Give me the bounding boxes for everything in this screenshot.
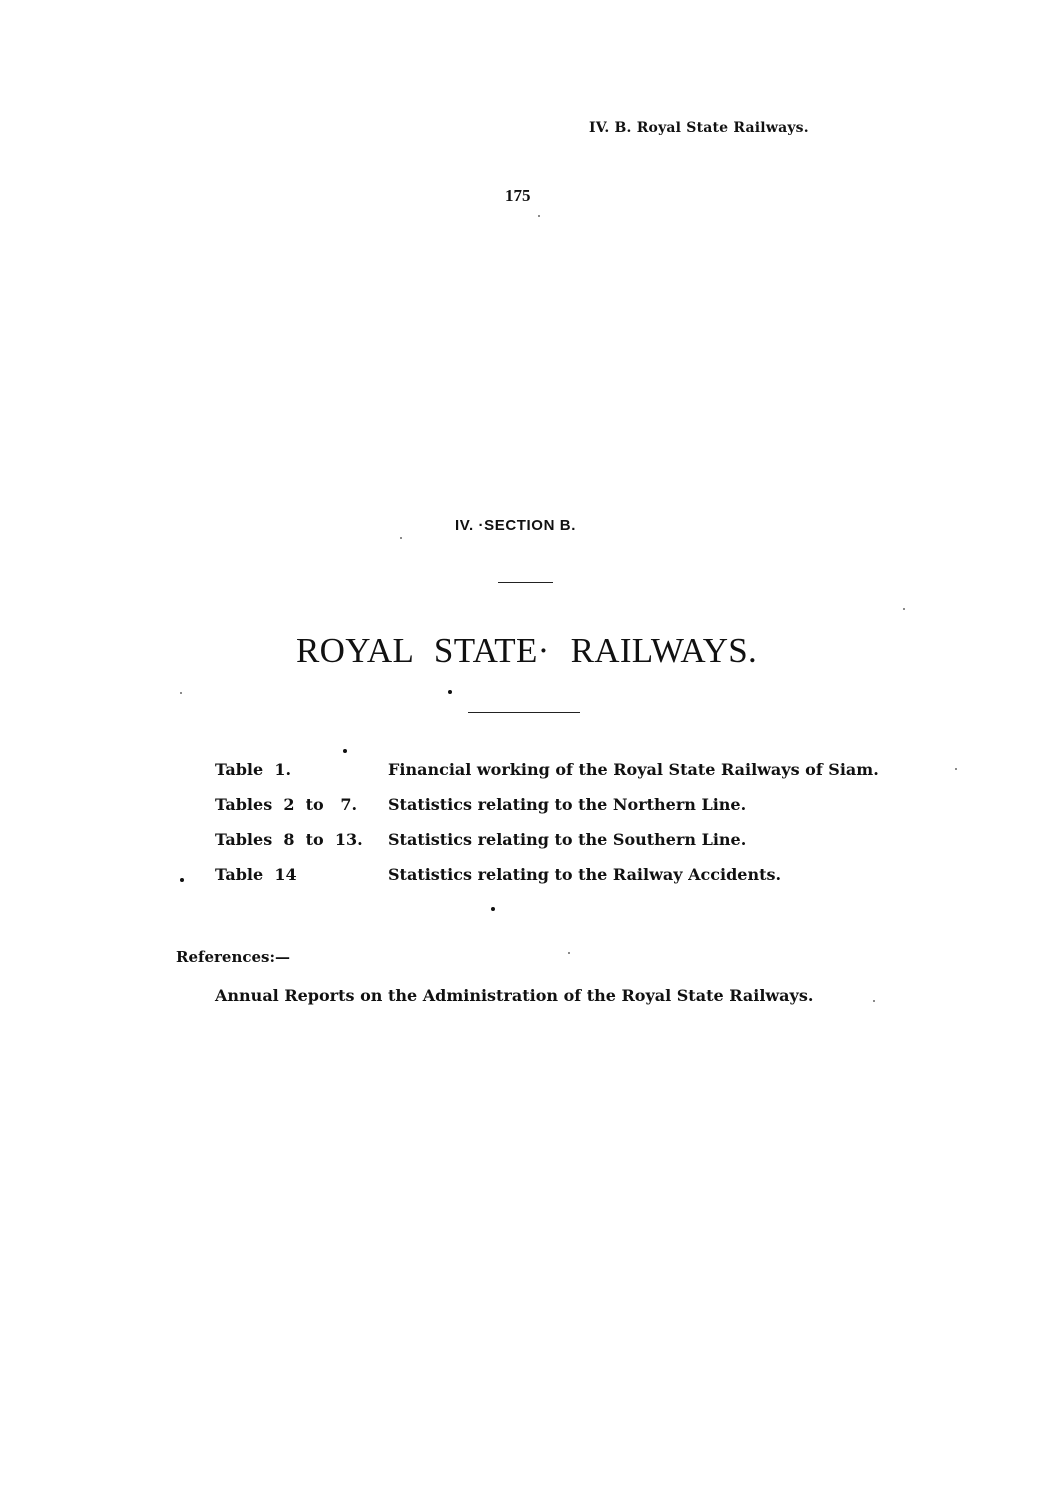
divider-rule-top bbox=[498, 582, 553, 583]
section-label: IV. ·SECTION B. bbox=[455, 517, 576, 534]
contents-label: Tables 8 to 13. bbox=[215, 830, 363, 849]
contents-row bbox=[215, 830, 905, 865]
scan-speck bbox=[903, 608, 905, 610]
scan-speck bbox=[955, 768, 957, 770]
divider-rule-bottom bbox=[468, 712, 580, 713]
references-heading: References:— bbox=[176, 948, 291, 966]
scan-speck bbox=[491, 907, 495, 911]
contents-row bbox=[215, 795, 905, 830]
scan-speck bbox=[180, 692, 182, 694]
scan-speck bbox=[180, 878, 184, 882]
contents-description: Financial working of the Royal State Railways of Siam. bbox=[388, 760, 879, 779]
reference-item: Annual Reports on the Administration of the Royal State Railways. bbox=[215, 986, 814, 1005]
page-title: ROYAL STATE· RAILWAYS. bbox=[296, 631, 758, 670]
running-head: IV. B. Royal State Railways. bbox=[589, 120, 809, 136]
scan-speck bbox=[400, 537, 402, 539]
contents-label: Table 14 bbox=[215, 865, 297, 884]
page-number: 175 bbox=[505, 186, 531, 205]
contents-label: Tables 2 to 7. bbox=[215, 795, 358, 814]
contents-list bbox=[215, 760, 905, 900]
scan-speck bbox=[448, 690, 452, 694]
contents-description: Statistics relating to the Southern Line. bbox=[388, 830, 747, 849]
scan-speck bbox=[873, 1000, 875, 1002]
contents-description: Statistics relating to the Northern Line. bbox=[388, 795, 747, 814]
scan-speck bbox=[568, 952, 570, 954]
contents-row bbox=[215, 760, 905, 795]
scan-speck bbox=[538, 215, 540, 217]
scan-speck bbox=[343, 749, 347, 753]
contents-row bbox=[215, 865, 905, 900]
contents-label: Table 1. bbox=[215, 760, 292, 779]
contents-description: Statistics relating to the Railway Accidents. bbox=[388, 865, 782, 884]
